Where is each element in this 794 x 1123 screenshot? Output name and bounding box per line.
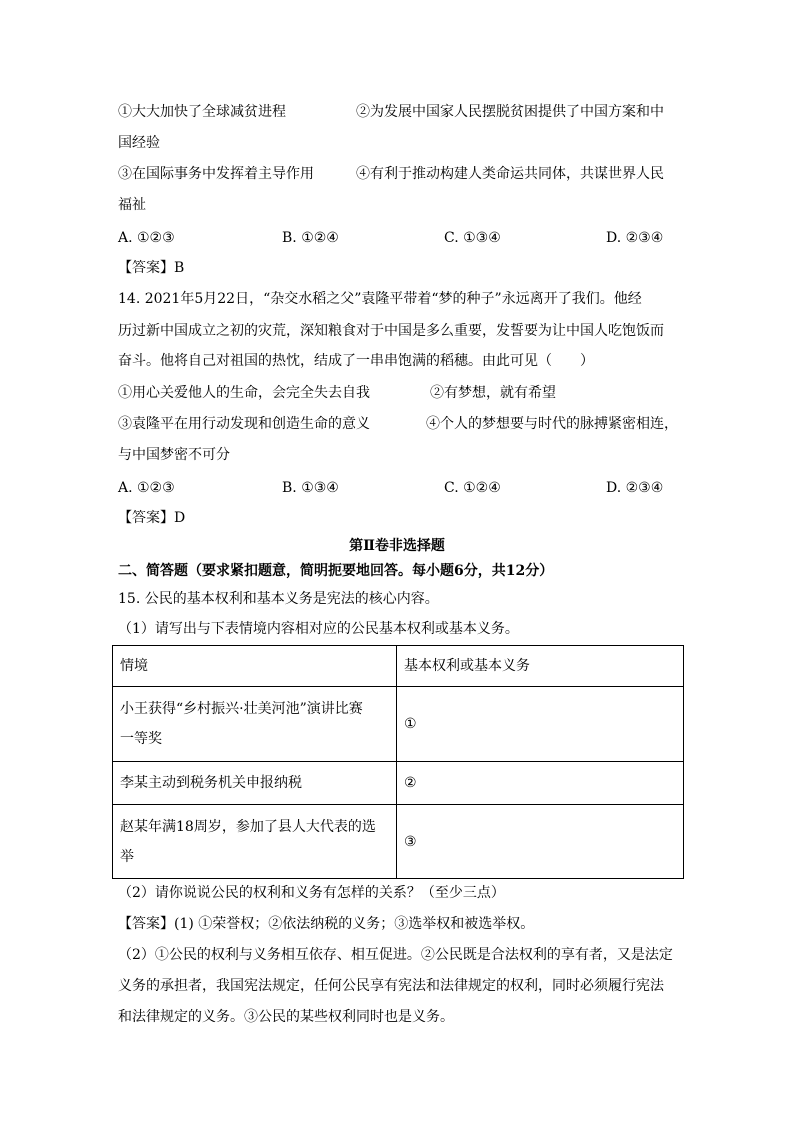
table-row (113, 805, 684, 879)
q13-option-2-line2: 国经验 (118, 135, 160, 151)
q15-table (112, 645, 684, 879)
q13-option-4-line1: ④有利于推动构建人类命运共同体，共谋世界人民 (356, 166, 664, 182)
q14-choice-b: B. ①③④ (282, 480, 339, 496)
q13-option-1: ①大大加快了全球减贫进程 (118, 104, 286, 120)
q14-option-4-line1: ④个人的梦想要与时代的脉搏紧密相连， (426, 416, 678, 432)
scene-line: 举 (120, 848, 134, 865)
q15-stem: 15. 公民的基本权利和基本义务是宪法的核心内容。 (118, 591, 439, 607)
q13-option-4-line2: 福祉 (118, 197, 146, 213)
scene-line: 一等奖 (120, 731, 162, 747)
q13-answer: 【答案】B (118, 260, 185, 276)
q15-answer-line2: （2）①公民的权利与义务相互依存、相互促进。②公民既是合法权利的享有者，又是法定 (118, 947, 673, 963)
q14-answer: 【答案】D (118, 510, 186, 526)
q13-choice-c: C. ①③④ (444, 230, 501, 246)
table-cell-value: ① (397, 687, 684, 762)
scene-line: 小王获得“乡村振兴·壮美河池”演讲比赛 (120, 701, 363, 717)
q14-option-2: ②有梦想，就有希望 (430, 385, 556, 401)
q14-choice-c: C. ①②④ (444, 480, 501, 496)
q14-stem-line3: 奋斗。他将自己对祖国的热忱，结成了一串串饱满的稻穗。由此可见（ ） (118, 353, 594, 369)
q13-choice-d: D. ②③④ (606, 230, 664, 246)
table-cell-scene (113, 805, 397, 879)
table-header-right: 基本权利或基本义务 (397, 646, 684, 687)
q14-option-3: ③袁隆平在用行动发现和创造生命的意义 (118, 416, 370, 432)
q14-choice-a: A. ①②③ (118, 480, 175, 496)
table-row (113, 687, 684, 762)
q14-option-4-line2: 与中国梦密不可分 (118, 447, 230, 463)
q14-stem-line1: 14. 2021年5月22日，“杂交水稻之父”袁隆平带着“梦的种子”永远离开了我们。他经 (118, 291, 642, 307)
q14-stem-line2: 历过新中国成立之初的灾荒，深知粮食对于中国是多么重要，发誓要为让中国人吃饱饭而 (118, 323, 664, 339)
q15-answer-line1: 【答案】(1) ①荣誉权；②依法纳税的义务；③选举权和被选举权。 (118, 916, 535, 932)
q13-choice-a: A. ①②③ (118, 230, 175, 246)
q15-answer-line4: 和法律规定的义务。③公民的某些权利同时也是义务。 (118, 1009, 454, 1025)
table-cell-scene: 李某主动到税务机关申报纳税 (113, 762, 397, 805)
q13-option-3: ③在国际事务中发挥着主导作用 (118, 166, 314, 182)
q15-sub1: （1）请写出与下表情境内容相对应的公民基本权利或基本义务。 (118, 621, 519, 637)
table-cell-value: ③ (397, 805, 684, 879)
q15-sub2: （2）请你说说公民的权利和义务有怎样的关系？（至少三点） (118, 885, 505, 901)
q15-answer-line3: 义务的承担者，我国宪法规定，任何公民享有宪法和法律规定的权利，同时必须履行宪法 (118, 978, 664, 994)
table-row (113, 762, 684, 805)
q13-option-2-line1: ②为发展中国家人民摆脱贫困提供了中国方案和中 (356, 104, 664, 120)
table-header-row (113, 646, 684, 687)
section-title: 第Ⅱ卷非选择题 (349, 538, 445, 554)
q14-option-1: ①用心关爱他人的生命，会完全失去自我 (118, 385, 370, 401)
section-heading: 二、简答题（要求紧扣题意，简明扼要地回答。每小题6分，共12分） (118, 563, 554, 579)
table-header-scene: 情境 (113, 646, 397, 687)
table-cell-value: ② (397, 762, 684, 805)
scene-line: 赵某年满18周岁，参加了县人大代表的选 (120, 818, 376, 835)
q13-choice-b: B. ①②④ (282, 230, 339, 246)
table-cell-scene (113, 687, 397, 762)
q14-choice-d: D. ②③④ (606, 480, 664, 496)
